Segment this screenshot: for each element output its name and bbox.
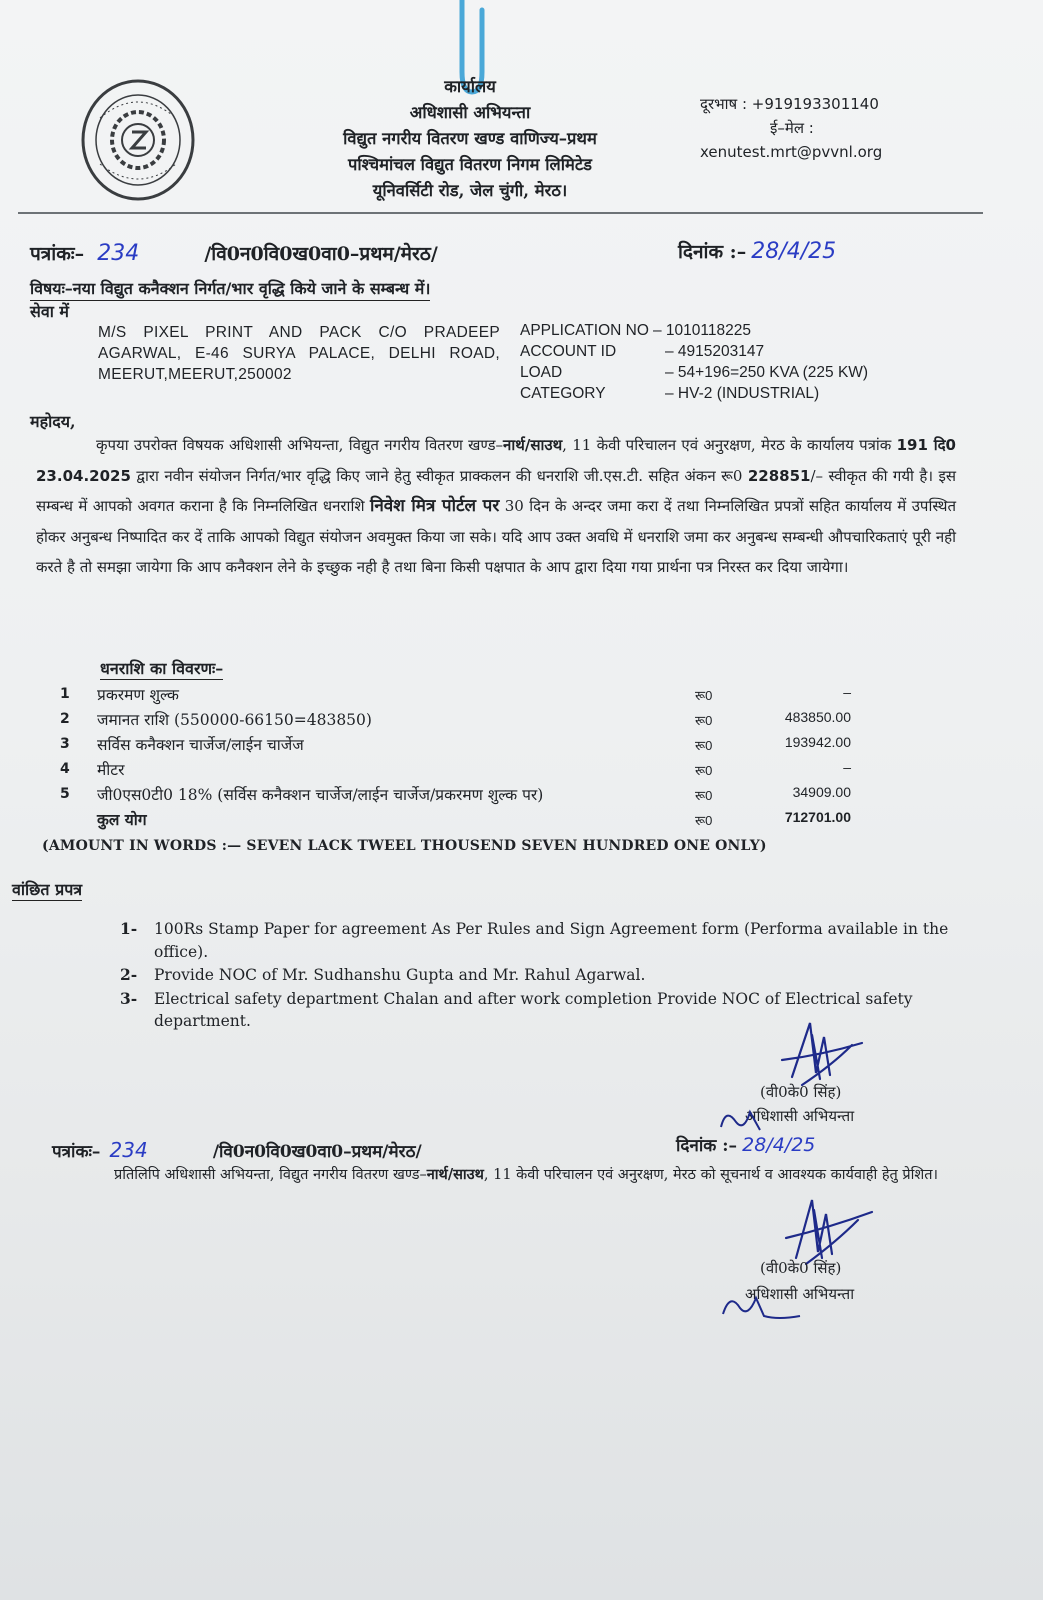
signatory-name: (वी0के0 सिंह)	[760, 1259, 842, 1277]
handwritten-letter-number: 234	[97, 241, 140, 266]
fee-row	[60, 683, 860, 708]
copy-date-label: दिनांक :–	[676, 1136, 738, 1156]
document-number: 2-	[120, 965, 138, 984]
fee-number: 3	[60, 736, 70, 752]
fee-value: –	[843, 684, 851, 700]
fee-number: 4	[60, 761, 70, 777]
fee-row	[60, 708, 860, 733]
fee-description: मीटर	[97, 761, 125, 779]
application-row	[520, 383, 868, 404]
fee-value: 193942.00	[784, 734, 851, 750]
initial-scribble	[716, 1102, 766, 1136]
fee-description: सर्विस कनैक्शन चार्जेज/लाईन चार्जेज	[97, 736, 304, 754]
office-line: कार्यालय	[444, 77, 496, 96]
fee-description: जमानत राशि (550000-66150=483850)	[97, 711, 372, 729]
office-address-block	[300, 74, 640, 204]
fee-currency: रू0	[695, 688, 713, 703]
date-label: दिनांक :–	[678, 241, 747, 263]
body-text: /– स्वीकृत की गयी है। इस सम्बन्ध में आपको अवगत कराना है कि निम्नलिखित धनराशि	[36, 466, 956, 515]
fee-currency: रू0	[695, 738, 713, 753]
document-item	[120, 964, 960, 987]
date-line	[678, 238, 836, 264]
application-key: APPLICATION NO	[520, 322, 649, 339]
body-bold: 191 दि0 23.04.2025	[36, 436, 956, 485]
fee-row	[60, 783, 860, 808]
letter-body	[36, 430, 956, 583]
copy-handwritten-date: 28/4/25	[742, 1134, 816, 1156]
fee-number: 1	[60, 686, 70, 702]
fee-number: 5	[60, 786, 70, 802]
contact-block	[700, 92, 882, 164]
signatory-designation: अधिशासी अभियन्ता	[745, 1107, 855, 1125]
document-text: Provide NOC of Mr. Sudhanshu Gupta and Mr. Rahul Agarwal.	[154, 966, 646, 984]
documents-heading: वांछित प्रपत्र	[12, 880, 83, 899]
email-address: xenutest.mrt@pvvnl.org	[700, 143, 883, 161]
application-key: CATEGORY	[520, 385, 606, 402]
copy-date-line	[676, 1133, 815, 1156]
fee-currency: रू0	[695, 763, 713, 778]
body-bold: नार्थ/साउथ	[503, 436, 563, 454]
fee-row	[60, 758, 860, 783]
body-text: द्वारा नवीन संयोजन निर्गत/भार वृद्धि किए जाने हेतु स्वीकृत प्राक्कलन की धनराशि जी.एस.टी. सहित अंकन रू0	[130, 466, 748, 485]
amount-in-words: (AMOUNT IN WORDS :— SEVEN LACK TWEEL THOUSEND SEVEN HUNDRED ONE ONLY)	[42, 838, 767, 854]
body-bold: निवेश मित्र पोर्टल पर	[369, 496, 500, 516]
fee-value: –	[843, 759, 851, 775]
application-row	[520, 362, 868, 383]
fee-currency: रू0	[695, 713, 713, 728]
phone-number: दूरभाष : +919193301140	[700, 95, 879, 113]
copy-reference-label: पत्रांकः–	[52, 1142, 101, 1162]
reference-label: पत्रांकः–	[30, 243, 85, 265]
application-value: – 1010118225	[653, 322, 751, 339]
recipient-address: M/S PIXEL PRINT AND PACK C/O PRADEEP AGARWAL, E-46 SURYA PALACE, DELHI ROAD, MEERUT,MEERUT,250002	[98, 324, 500, 383]
copy-body-text: , 11 केवी परिचालन एवं अनुरक्षण, मेरठ को सूचनार्थ व आवश्यक कार्यवाही हेतु प्रेशित।	[483, 1167, 939, 1183]
copy-text	[52, 1160, 959, 1190]
fee-description: जी0एस0टी0 18% (सर्विस कनैक्शन चार्जेज/लाईन चार्जेज/प्रकरमण शुल्क पर)	[97, 786, 544, 804]
copy-body-bold: नार्थ/साउथ	[426, 1166, 484, 1183]
reference-path: /वि0न0वि0ख0वा0–प्रथम/मेरठ/	[204, 243, 438, 265]
signatory-name: (वी0के0 सिंह)	[760, 1083, 842, 1101]
application-details	[520, 320, 868, 404]
fee-total-label: कुल योग	[97, 810, 147, 829]
to-label: सेवा में	[30, 302, 69, 321]
header-divider	[18, 212, 983, 214]
application-row	[520, 320, 868, 341]
handwritten-date: 28/4/25	[751, 239, 837, 264]
copy-reference-path: /वि0न0वि0ख0वा0–प्रथम/मेरठ/	[212, 1142, 422, 1162]
body-text: कृपया उपरोक्त विषयक अधिशासी अभियन्ता, विद्युत नगरीय वितरण खण्ड–	[96, 436, 504, 454]
application-value: – HV-2 (INDUSTRIAL)	[665, 385, 820, 402]
initial-scribble	[718, 1286, 808, 1326]
office-line: यूनिवर्सिटी रोड, जेल चुंगी, मेरठ।	[372, 181, 568, 200]
application-value: – 4915203147	[665, 343, 765, 360]
copy-handwritten-number: 234	[109, 1138, 148, 1162]
body-text: 30 दिन के अन्दर जमा करा दें तथा निम्नलिखित प्रपत्रों सहित कार्यालय में उपस्थित होकर अनुबन्ध निष्पादित कर दें ताकि आपको विद्युत संयोजन अवमुक्त किया जा सके। यदि आप उक्त अवधि में धनराशि जमा कर अनुबन्ध सम्बन्धी औपचारिकताएं पूरी नही करते है तो समझा जायेगा कि आप कनैक्शन लेने के इच्छुक नही है तथा बिना किसी पक्षपात के आप द्वारा दिया गया प्रार्थना पत्र निरस्त कर दिया जायेगा।	[36, 497, 956, 576]
fee-number: 2	[60, 711, 70, 727]
application-key: ACCOUNT ID	[520, 343, 617, 360]
application-value: – 54+196=250 KVA (225 KW)	[665, 364, 869, 381]
office-line: अधिशासी अभियन्ता	[409, 103, 531, 122]
document-text: 100Rs Stamp Paper for agreement As Per Rules and Sign Agreement form (Performa available in the office).	[154, 920, 949, 961]
fee-table	[60, 683, 860, 833]
reference-line	[30, 240, 438, 266]
fee-currency: रू0	[695, 788, 713, 803]
document-text: Electrical safety department Chalan and after work completion Provide NOC of Electrical safety department.	[154, 989, 913, 1030]
document-number: 1-	[120, 919, 138, 938]
salutation: महोदय,	[30, 412, 76, 431]
office-line: विद्युत नगरीय वितरण खण्ड वाणिज्य–प्रथम	[343, 129, 597, 148]
fee-heading: धनराशि का विवरणः–	[100, 659, 224, 678]
fee-row	[60, 733, 860, 758]
fee-total-value: 712701.00	[784, 809, 851, 825]
fee-value: 34909.00	[792, 784, 851, 800]
email-label: ई–मेल :	[770, 119, 814, 137]
document-item	[120, 918, 960, 963]
body-bold: 228851	[747, 466, 811, 485]
fee-currency: रू0	[695, 813, 713, 828]
company-seal-logo	[80, 78, 196, 202]
fee-description: प्रकरमण शुल्क	[97, 686, 179, 704]
copy-body-text: प्रतिलिपि अधिशासी अभियन्ता, विद्युत नगरीय वितरण खण्ड–	[114, 1167, 427, 1183]
fee-total-row	[60, 808, 860, 833]
copy-reference-line	[52, 1138, 422, 1162]
document-number: 3-	[120, 988, 138, 1008]
application-row	[520, 341, 868, 362]
fee-value: 483850.00	[784, 709, 851, 725]
body-text: , 11 केवी परिचालन एवं अनुरक्षण, मेरठ के कार्यालय पत्रांक	[562, 436, 897, 454]
signatory-designation: अधिशासी अभियन्ता	[745, 1285, 855, 1303]
application-key: LOAD	[520, 364, 563, 381]
subject-line: विषयः–नया विद्युत कनैक्शन निर्गत/भार वृद्धि किये जाने के सम्बन्ध में।	[30, 277, 430, 301]
office-line: पश्चिमांचल विद्युत वितरण निगम लिमिटेड	[347, 155, 593, 174]
